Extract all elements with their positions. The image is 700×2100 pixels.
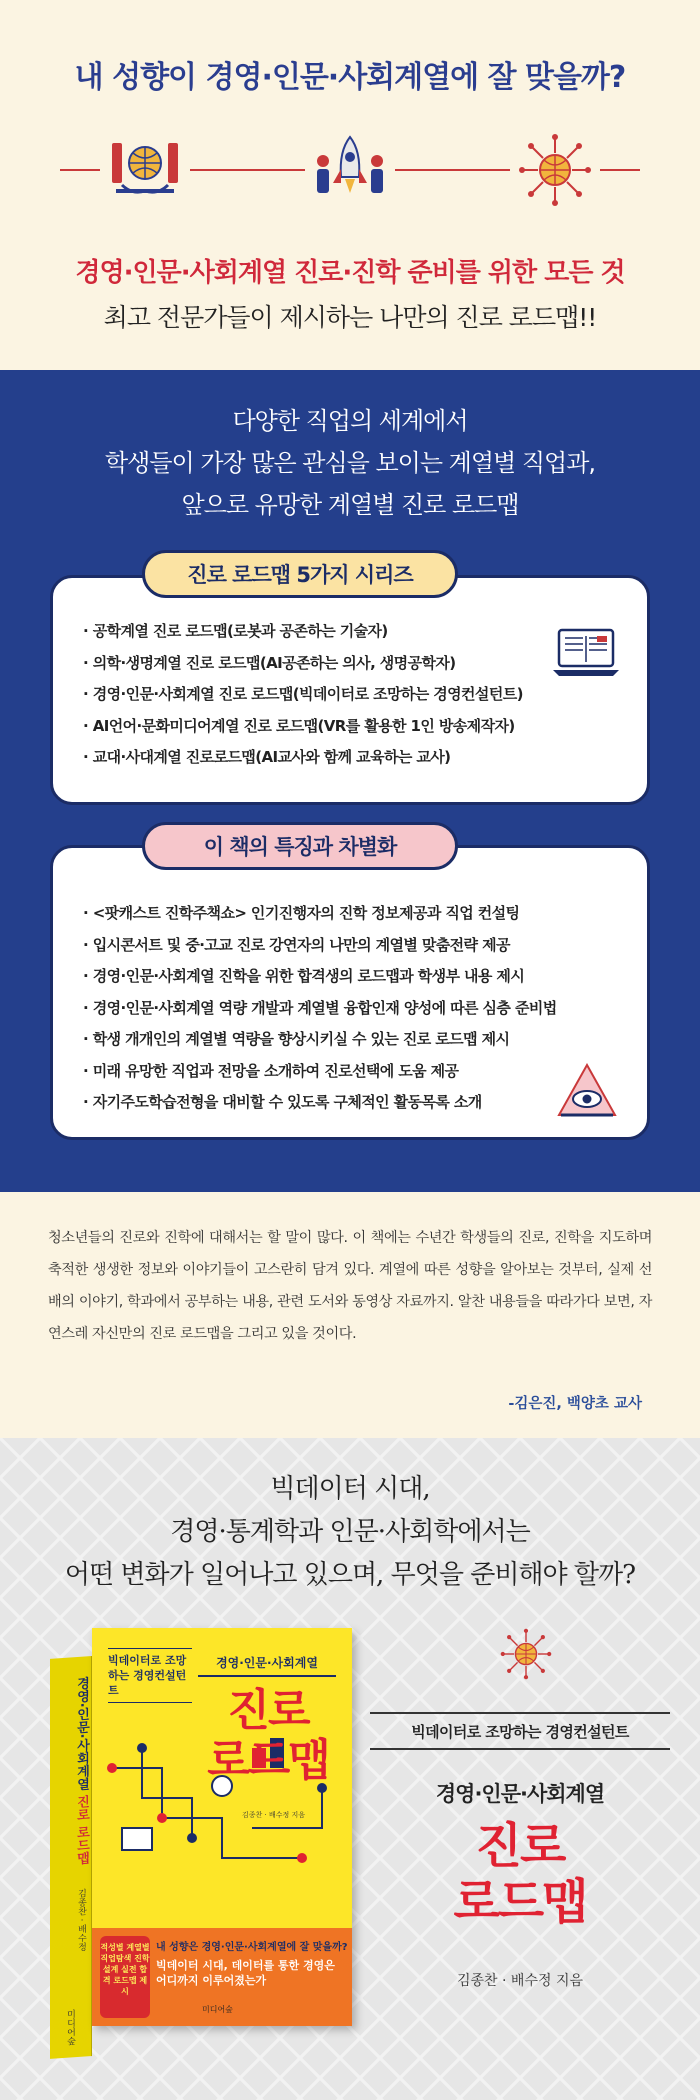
book-promo-section — [0, 1438, 700, 2100]
cover-band-line1: 내 성향은 경영·인문·사회계열에 잘 맞을까? — [156, 1942, 348, 1953]
book-cover — [92, 1628, 352, 2026]
spine-title: 진로 로드맵 — [74, 1794, 89, 1866]
heading-line: 경영·통계학과 인문·사회학에서는 — [170, 1517, 530, 1547]
list-item: · 경영·인문·사회계열 진학을 위한 합격생의 로드맵과 학생부 내용 제시 — [83, 961, 557, 993]
features-card — [50, 845, 650, 1140]
cover-publisher: 미디어숲 — [202, 2005, 233, 2014]
top-banner — [0, 0, 700, 370]
list-item: · 학생 개개인의 계열별 역량을 향상시키실 수 있는 진로 로드맵 제시 — [83, 1024, 557, 1056]
promo-heading — [0, 1468, 700, 1597]
book-title — [360, 1818, 680, 1930]
spine-publisher: 미디어숲 — [65, 2009, 75, 2046]
laptop-book-icon — [553, 626, 619, 680]
intro-line: 앞으로 유망한 계열별 진로 로드맵 — [181, 491, 519, 519]
handshake-globe-icon — [100, 125, 190, 215]
spine-authors: 김종찬 · 배수정 — [76, 1888, 86, 1953]
cover-tag: 빅데이터로 조망하는 경영컨설턴트 — [108, 1648, 192, 1703]
spine-series: 경영·인문·사회계열 — [74, 1676, 89, 1792]
features-list — [83, 898, 557, 1119]
rocket-people-icon — [305, 125, 395, 215]
features-card-title: 이 책의 특징과 차별화 — [142, 822, 458, 870]
cover-title — [188, 1686, 348, 1786]
blue-panel — [0, 370, 700, 1192]
list-item: · 입시콘서트 및 중·고교 진로 강연자의 나만의 계열별 맞춤전략 제공 — [83, 930, 557, 962]
book-title-line: 로드맵 — [453, 1874, 587, 1930]
series-card — [50, 575, 650, 805]
list-item: · AI언어·문화미디어계열 진로 로드맵(VR를 활용한 1인 방송제작자) — [83, 711, 523, 743]
top-subtitle-black: 최고 전문가들이 제시하는 나만의 진로 로드맵!! — [103, 303, 597, 332]
cover-band-line2: 빅데이터 시대, 데이터를 통한 경영은 어디까지 이루어졌는가 — [156, 1959, 335, 1987]
intro-line: 다양한 직업의 세계에서 — [232, 407, 468, 435]
book-author: 김종찬 · 배수정 지음 — [457, 1973, 583, 1989]
globe-network-icon — [510, 125, 600, 215]
list-item: · 경영·인문·사회계열 진로 로드맵(빅데이터로 조망하는 경영컨설턴트) — [83, 679, 523, 711]
cover-authors: 김종찬 · 배수정 지음 — [242, 1811, 305, 1819]
heading-line: 어떤 변화가 일어나고 있으며, 무엇을 준비해야 할까? — [64, 1560, 636, 1590]
list-item: · 자기주도학습전형을 대비할 수 있도록 구체적인 활동목록 소개 — [83, 1087, 557, 1119]
list-item: · 미래 유망한 직업과 전망을 소개하여 진로선택에 도움 제공 — [83, 1056, 557, 1088]
intro-line: 학생들이 가장 많은 관심을 보이는 계열별 직업과, — [104, 449, 596, 477]
eye-pyramid-icon — [557, 1063, 617, 1119]
book-tag: 빅데이터로 조망하는 경영컨설턴트 — [370, 1712, 670, 1750]
list-item: · 공학계열 진로 로드맵(로봇과 공존하는 기술자) — [83, 616, 523, 648]
top-subtitle-red: 경영·인문·사회계열 진로·진학 준비를 위한 모든 것 — [75, 258, 625, 288]
blue-intro — [0, 400, 700, 526]
review-author: -김은진, 백양초 교사 — [508, 1396, 642, 1412]
book-title-line: 진로 — [475, 1818, 565, 1874]
cover-band — [92, 1928, 352, 2026]
globe-network-icon — [500, 1628, 552, 1680]
series-list — [83, 616, 523, 774]
top-question: 내 성향이 경영·인문·사회계열에 잘 맞을까? — [74, 60, 626, 95]
cover-title-line: 진로 — [227, 1685, 309, 1736]
series-card-title: 진로 로드맵 5가지 시리즈 — [142, 550, 458, 598]
icon-row — [60, 125, 640, 215]
book-series: 경영·인문·사회계열 — [435, 1782, 605, 1806]
cover-badge: 적성별 계열별 직업탐색 진학 설계 실전 합격 로드맵 제시 — [100, 1936, 150, 2018]
list-item: · 경영·인문·사회계열 역량 개발과 계열별 융합인재 양성에 따른 심층 준비법 — [83, 993, 557, 1025]
book-spine — [50, 1656, 92, 2059]
cover-title-line: 로드맵 — [207, 1735, 329, 1786]
list-item: · 의학·생명계열 진로 로드맵(AI공존하는 의사, 생명공학자) — [83, 648, 523, 680]
list-item: · 교대·사대계열 진로로드맵(AI교사와 함께 교육하는 교사) — [83, 742, 523, 774]
cover-series: 경영·인문·사회계열 — [198, 1654, 336, 1677]
heading-line: 빅데이터 시대, — [270, 1474, 430, 1504]
review-quote: 청소년들의 진로와 진학에 대해서는 할 말이 많다. 이 책에는 수년간 학생들의 진로, 진학을 지도하며 축적한 생생한 정보와 이야기들이 고스란히 담겨 있다. 계열에 따른 성향을 알아보는 것부터, 실제 선배의 이야기, 학과에서 공부하는 내용, 관련 도서와 동영상 자료까지. 알찬 내용들을 따라가다 보면, 자연스레 자신만의 진로 로드맵을 그리고 있을 것이다. — [48, 1230, 652, 1342]
list-item: · <팟캐스트 진학주책쇼> 인기진행자의 진학 정보제공과 직업 컨설팅 — [83, 898, 557, 930]
